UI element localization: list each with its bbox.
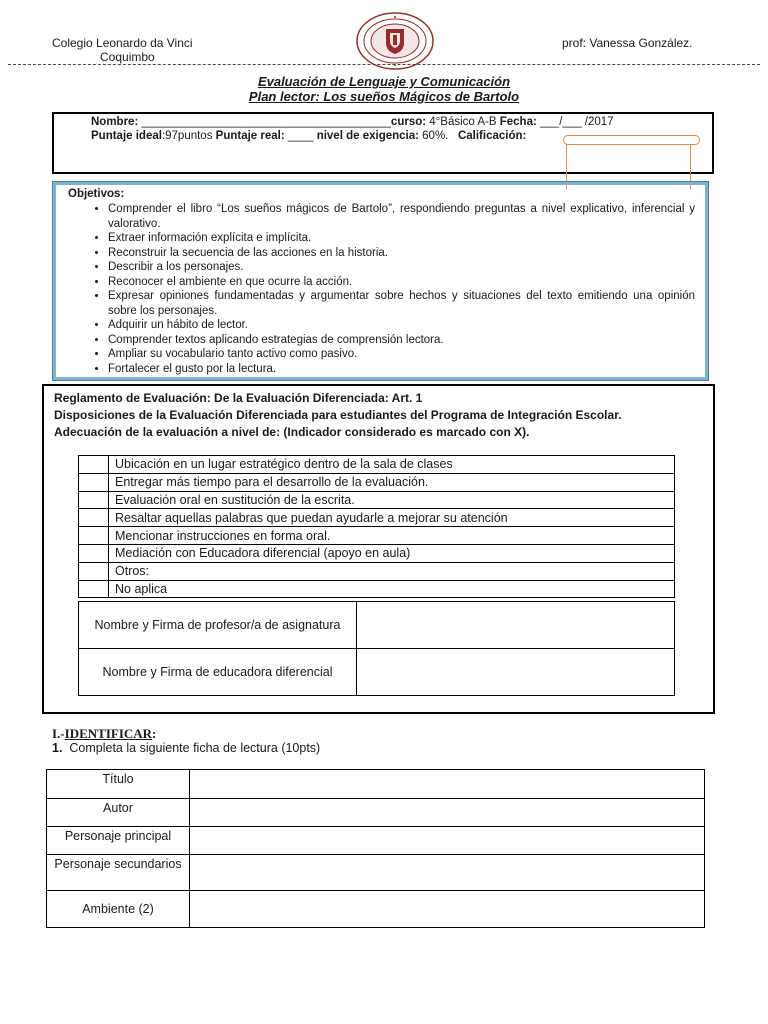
signature-field[interactable]	[357, 649, 675, 696]
regulation-box	[42, 384, 715, 714]
indicator-checkbox[interactable]	[79, 527, 109, 545]
indicator-checkbox[interactable]	[79, 491, 109, 509]
regulation-heading: Reglamento de Evaluación: De la Evaluación Diferenciada: Art. 1	[54, 391, 423, 405]
exigencia-value: 60%.	[422, 130, 449, 142]
card-field-autor[interactable]	[190, 799, 705, 827]
indicator-label: Ubicación en un lugar estratégico dentro de la sala de clases	[109, 456, 675, 474]
puntaje-ideal-label: Puntaje ideal	[91, 130, 162, 142]
objective-item: • Fortalecer el gusto por la lectura.	[108, 362, 695, 377]
section-title: IDENTIFICAR	[64, 726, 153, 741]
question-1	[52, 741, 320, 755]
indicator-table	[78, 455, 675, 598]
objectives-heading: Objetivos:	[68, 188, 125, 200]
curso-value: 4°Básico A-B	[429, 116, 497, 128]
student-info-line-1	[91, 116, 614, 128]
objective-item: • Describir a los personajes.	[108, 260, 695, 275]
table-row	[47, 770, 705, 799]
question-number: 1.	[52, 741, 63, 755]
card-field-personaje-principal[interactable]	[190, 827, 705, 855]
signature-label: Nombre y Firma de profesor/a de asignatura	[79, 602, 357, 649]
question-text: Completa la siguiente ficha de lectura (10pts)	[69, 741, 321, 755]
objective-item: • Ampliar su vocabulario tanto activo como pasivo.	[108, 347, 695, 362]
card-label: Ambiente (2)	[47, 891, 190, 928]
grade-box-handle[interactable]	[563, 135, 700, 145]
header-divider	[8, 64, 760, 65]
table-row	[79, 580, 675, 598]
indicator-checkbox[interactable]	[79, 544, 109, 562]
table-row	[79, 491, 675, 509]
signature-label: Nombre y Firma de educadora diferencial	[79, 649, 357, 696]
table-row	[47, 891, 705, 928]
objective-item: • Adquirir un hábito de lector.	[108, 318, 695, 333]
indicator-label: Otros:	[109, 562, 675, 580]
student-info-line-2	[91, 130, 526, 142]
objective-item: • Extraer información explícita e implícita.	[108, 231, 695, 246]
signature-table	[78, 601, 675, 696]
fecha-label: Fecha:	[499, 116, 537, 128]
indicator-label: Evaluación oral en sustitución de la escrita.	[109, 491, 675, 509]
curso-label: curso:	[390, 116, 427, 128]
school-header	[52, 36, 193, 64]
objective-item: • Reconocer el ambiente en que ocurre la acción.	[108, 275, 695, 290]
table-row	[47, 827, 705, 855]
school-city: Coquimbo	[100, 50, 155, 64]
table-row	[79, 509, 675, 527]
indicator-label: Mencionar instrucciones en forma oral.	[109, 527, 675, 545]
indicator-checkbox[interactable]	[79, 562, 109, 580]
indicator-checkbox[interactable]	[79, 509, 109, 527]
card-label: Personaje secundarios	[47, 855, 190, 891]
indicator-label: No aplica	[109, 580, 675, 598]
reading-card-table	[46, 769, 705, 928]
table-row	[79, 473, 675, 491]
objectives-box	[53, 182, 708, 380]
table-row	[47, 855, 705, 891]
objective-item: • Expresar opiniones fundamentadas y argumentar sobre hechos y situaciones del texto emitiendo una opinión sobre los personajes.	[108, 289, 695, 318]
regulation-dispositions: Disposiciones de la Evaluación Diferenciada para estudiantes del Programa de Integración Escolar.	[54, 408, 622, 422]
card-field-titulo[interactable]	[190, 770, 705, 799]
indicator-label: Resaltar aquellas palabras que puedan ayudarle a mejorar su atención	[109, 509, 675, 527]
table-row	[79, 456, 675, 474]
section-heading	[52, 726, 156, 742]
section-number: I.-	[52, 726, 65, 741]
teacher-name: prof: Vanessa González.	[562, 36, 693, 50]
school-name: Colegio Leonardo da Vinci	[52, 36, 193, 50]
signature-field[interactable]	[357, 602, 675, 649]
table-row	[79, 602, 675, 649]
table-row	[79, 544, 675, 562]
objective-item: • Comprender el libro “Los sueños mágicos de Bartolo”, respondiendo preguntas a nivel explicativo, inferencial y valorativo.	[108, 202, 695, 231]
indicator-label: Entregar más tiempo para el desarrollo de la evaluación.	[109, 473, 675, 491]
nombre-label: Nombre:	[91, 116, 139, 128]
nombre-field[interactable]: _______________________________________	[141, 116, 391, 128]
table-row	[79, 649, 675, 696]
indicator-label: Mediación con Educadora diferencial (apoyo en aula)	[109, 544, 675, 562]
card-label: Personaje principal	[47, 827, 190, 855]
indicator-checkbox[interactable]	[79, 456, 109, 474]
regulation-adequacy: Adecuación de la evaluación a nivel de: (Indicador considerado es marcado con X).	[54, 425, 530, 439]
fecha-field[interactable]: ___/___ /2017	[540, 116, 614, 128]
section-colon: :	[152, 726, 157, 741]
objective-item: • Reconstruir la secuencia de las acciones en la historia.	[108, 246, 695, 261]
card-field-ambiente[interactable]	[190, 891, 705, 928]
objectives-list	[68, 202, 695, 376]
puntaje-real-field[interactable]: ____	[287, 130, 314, 142]
puntaje-ideal-value: :97puntos	[161, 130, 213, 142]
school-seal-icon	[355, 12, 435, 70]
calificacion-label: Calificación:	[457, 130, 527, 142]
exam-title: Evaluación de Lenguaje y Comunicación	[257, 74, 511, 89]
table-row	[47, 799, 705, 827]
puntaje-real-label: Puntaje real:	[215, 130, 285, 142]
indicator-checkbox[interactable]	[79, 473, 109, 491]
card-label: Autor	[47, 799, 190, 827]
exam-subtitle: Plan lector: Los sueños Mágicos de Bartolo	[248, 89, 520, 104]
card-field-personajes-secundarios[interactable]	[190, 855, 705, 891]
card-label: Título	[47, 770, 190, 799]
table-row	[79, 527, 675, 545]
table-row	[79, 562, 675, 580]
indicator-checkbox[interactable]	[79, 580, 109, 598]
exigencia-label: nivel de exigencia:	[316, 130, 419, 142]
objective-item: • Comprender textos aplicando estrategias de comprensión lectora.	[108, 333, 695, 348]
